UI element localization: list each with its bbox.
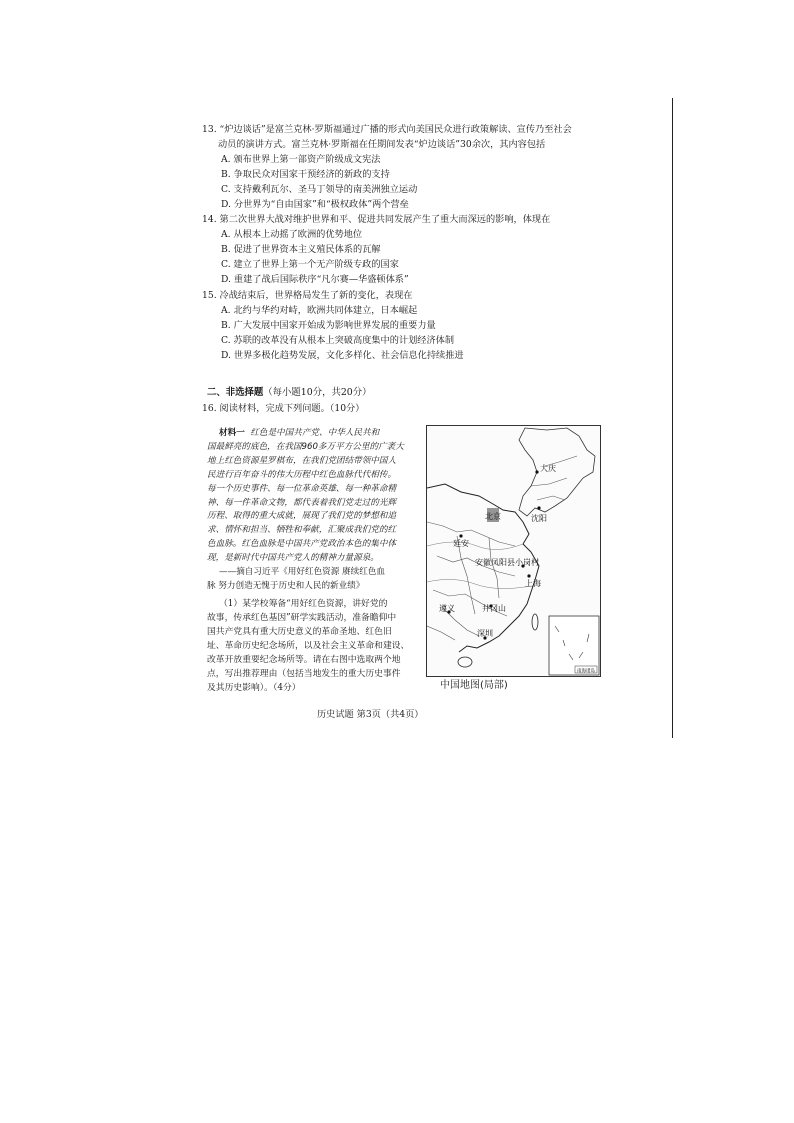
material-line: 现，是新时代中国共产党人的精神力量源泉。 (207, 553, 379, 564)
label-xiaogang: 安徽凤阳县小岗村 (475, 558, 539, 567)
material-line: 求、情怀和担当、牺牲和奉献，汇聚成我们党的红 (207, 525, 397, 536)
label-shenyang: 沈阳 (531, 514, 547, 523)
hainan-island (458, 657, 472, 667)
map-drawing (427, 426, 600, 676)
task-line: 及其历史影响）。（4分） (207, 683, 301, 693)
question-14-option-d[interactable]: D. 重建了战后国际秩序“凡尔赛—华盛顿体系” (221, 274, 409, 285)
daqing-dot (535, 470, 538, 473)
material-source-line1: ——摘自习近平《用好红色资源 赓续红色血 (219, 567, 386, 577)
northeast-outline (519, 428, 595, 516)
task-line: （1）某学校筹备“用好红色资源，讲好党的 (219, 599, 388, 609)
page-footer: 历史试题 第3页（共4页） (317, 709, 424, 720)
task-line: 改革开放重要纪念场所等。请在右图中选取两个地 (207, 655, 401, 665)
material-line: 历程、取得的重大成就，展现了我们党的梦想和追 (207, 511, 397, 522)
coastline (427, 484, 539, 652)
northeast-provinces (531, 456, 577, 500)
label-yanan: 延安 (453, 539, 469, 548)
material-line: 国最鲜亮的底色，在我国960多万平方公里的广袤大 (207, 441, 404, 452)
material-line: 红色是中国共产党、中华人民共和 (250, 428, 380, 438)
material-line: 每一个历史事件、每一位革命英雄、每一种革命精 (207, 483, 397, 494)
question-14-option-c[interactable]: C. 建立了世界上第一个无产阶级专政的国家 (221, 259, 399, 270)
material-line: 民进行百年奋斗的伟大历程中红色血脉代代相传。 (207, 469, 397, 480)
inset-note: 南海诸岛 (577, 669, 595, 674)
question-13-stem-line1: 13. “炉边谈话”是富兰克林·罗斯福通过广播的形式向美国民众进行政策解读、宣传乃至社会 (202, 124, 572, 135)
task-line: 点，写出推荐理由（包括当地发生的重大历史事件 (207, 669, 401, 679)
yanan-dot (459, 534, 462, 537)
question-13-option-b[interactable]: B. 争取民众对国家干预经济的新政的支持 (221, 169, 390, 180)
label-shanghai: 上海 (525, 579, 541, 588)
question-16-stem: 16. 阅读材料，完成下列问题。（10分） (202, 403, 365, 414)
section-note: （每小题10分，共20分） (263, 387, 372, 398)
question-14-option-b[interactable]: B. 促进了世界资本主义殖民体系的瓦解 (221, 244, 381, 255)
question-13-option-d[interactable]: D. 分世界为“自由国家”和“极权政体”两个营垒 (221, 199, 409, 210)
question-13-stem-line2: 动员的演讲方式。富兰克林·罗斯福在任期间发表“炉边谈话”30余次，其内容包括 (218, 139, 546, 150)
question-13-option-a[interactable]: A. 颁布世界上第一部资产阶级成文宪法 (221, 154, 381, 165)
question-14-stem: 14. 第二次世界大战对维护世界和平、促进共同发展产生了重大而深远的影响，体现在 (202, 214, 551, 225)
material-line: 地上红色资源星罗棋布，在我们党团结带领中国人 (207, 455, 397, 466)
section-heading (207, 384, 372, 398)
label-daqing: 大庆 (540, 464, 556, 473)
shenyang-dot (537, 506, 540, 509)
task-line: 故事，传承红色基因”研学实践活动，准备瞻仰中 (207, 613, 397, 623)
question-15-option-b[interactable]: B. 广大发展中国家开始成为影响世界发展的重要力量 (221, 320, 436, 331)
task-line: 址、革命历史纪念场所，以及社会主义革命和建设、 (207, 641, 410, 651)
section-title: 二、非选择题 (207, 387, 264, 398)
china-map-partial (426, 425, 601, 677)
question-15-option-a[interactable]: A. 北约与华约对峙，欧洲共同体建立，日本崛起 (221, 305, 418, 316)
province-borders (427, 522, 515, 640)
question-15-stem: 15. 冷战结束后，世界格局发生了新的变化，表现在 (202, 290, 413, 301)
question-13-option-c[interactable]: C. 支持戴利瓦尔、圣马丁领导的南美洲独立运动 (221, 184, 418, 195)
label-shenzhen: 深圳 (477, 629, 493, 638)
material-line: 色血脉。红色血脉是中国共产党政治本色的集中体 (207, 539, 397, 550)
question-14-option-a[interactable]: A. 从根本上动摇了欧洲的优势地位 (221, 229, 363, 240)
label-jinggangshan: 井冈山 (482, 604, 506, 613)
map-caption: 中国地图(局部) (440, 680, 508, 691)
task-line: 国共产党具有重大历史意义的革命圣地、红色旧 (207, 627, 392, 637)
question-15-option-d[interactable]: D. 世界多极化趋势发展，文化多样化、社会信息化持续推进 (221, 350, 464, 361)
material-one-label: 材料一 (219, 428, 245, 438)
material-source-line2: 脉 努力创造无愧于历史和人民的新业绩》 (207, 581, 365, 591)
question-15-option-c[interactable]: C. 苏联的改革没有从根本上突破高度集中的计划经济体制 (221, 335, 455, 346)
page-edge-line (672, 98, 673, 738)
material-line: 神、每一件革命文物，都代表着我们党走过的光辉 (207, 497, 397, 508)
question-16-task (207, 597, 420, 695)
material-one (207, 427, 420, 566)
label-beijing: 北京 (485, 512, 501, 521)
label-zunyi: 遵义 (439, 604, 455, 613)
taiwan-island (532, 614, 538, 630)
shanghai-dot (527, 574, 530, 577)
